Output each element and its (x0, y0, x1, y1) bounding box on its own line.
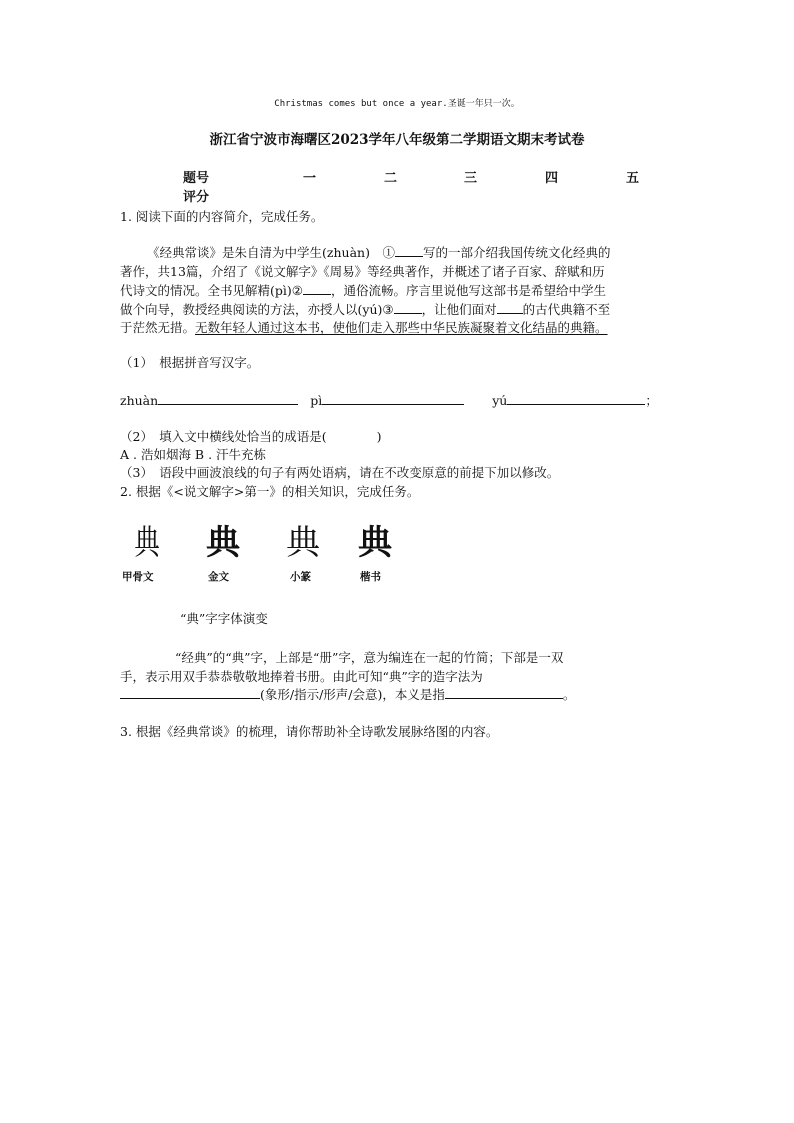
q2-heading: 2. 根据《<说文解字>第一》的相关知识，完成任务。 (120, 484, 420, 499)
script-label-regular: 楷书 (360, 571, 381, 583)
character-evolution-figure (120, 513, 410, 589)
score-table-header-label: 题号 (183, 171, 210, 186)
score-table-col-3: 三 (464, 171, 478, 186)
q2-answer-method[interactable] (120, 686, 260, 700)
q2-text: (象形/指示/形声/会意)，本义是指 (260, 687, 445, 702)
q2-paragraph-line-2: 手，表示用双手恭恭敬敬地捧着书册。由此可知“典”字的造字法为 (120, 669, 483, 684)
score-table-col-5: 五 (626, 171, 640, 186)
exam-title: 浙江省宁波市海曙区2023学年八年级第二学期语文期末考试卷 (209, 132, 585, 148)
q2-paragraph-line-1: “经典”的“典”字，上部是“册”字，意为编连在一起的竹简；下部是一双 (175, 650, 564, 665)
pinyin-label-3: yú (492, 393, 508, 408)
q1-text: ，让他们面对 (421, 302, 497, 317)
seal-glyph: 典 (286, 523, 320, 563)
pinyin-end-mark: ； (645, 393, 658, 408)
regular-script-glyph: 典 (358, 523, 392, 563)
q1-sub2: （2） 填入文中横线处恰当的成语是( ) (120, 429, 382, 444)
q2-text: 。 (562, 687, 576, 702)
q1-text: 的古代典籍不至 (522, 302, 611, 317)
blank-4[interactable] (497, 301, 523, 315)
q1-text: ，通俗流畅。序言里说他写这部书是希望给中学生 (330, 283, 606, 298)
script-label-seal: 小篆 (290, 571, 311, 583)
pinyin-label-2: pì (310, 393, 323, 408)
score-table-score-label: 评分 (183, 190, 210, 205)
q1-text: 《经典常谈》是朱自清为中学生(zhuàn) ① (147, 245, 395, 260)
figure-caption: “典”字字体演变 (180, 611, 268, 626)
q1-text: 代诗文的情况。全书见解精(pì)② (120, 283, 303, 298)
script-label-oracle: 甲骨文 (122, 571, 154, 583)
pinyin-answer-2[interactable] (322, 392, 464, 406)
q1-sub2-options: A . 浩如烟海 B . 汗牛充栋 (120, 447, 267, 462)
score-table-col-2: 二 (384, 171, 398, 186)
q1-sub3: （3） 语段中画波浪线的句子有两处语病，请在不改变原意的前提下加以修改。 (120, 465, 560, 480)
pinyin-answer-row (120, 391, 658, 409)
q1-text: 写的一部介绍我国传统文化经典的 (422, 245, 611, 260)
q3-heading: 3. 根据《经典常谈》的梳理，请你帮助补全诗歌发展脉络图的内容。 (120, 724, 499, 739)
blank-3[interactable] (394, 301, 422, 315)
script-label-bronze: 金文 (208, 571, 229, 583)
q1-paragraph-line-4 (120, 300, 610, 318)
q1-heading: 1. 阅读下面的内容简介，完成任务。 (120, 209, 324, 224)
header-motto: Christmas comes but once a year.圣诞一年只一次。 (274, 99, 520, 109)
pinyin-answer-3[interactable] (507, 392, 645, 406)
oracle-bone-glyph: 典 (134, 523, 160, 563)
q2-answer-meaning[interactable] (445, 686, 563, 700)
q2-paragraph-line-3 (120, 685, 575, 703)
q1-text: 于茫然无措。 (120, 320, 196, 335)
blank-1[interactable] (395, 244, 423, 258)
pinyin-answer-1[interactable] (158, 392, 298, 406)
score-table-col-4: 四 (545, 171, 559, 186)
q1-paragraph-line-3 (120, 281, 606, 299)
pinyin-label-1: zhuàn (120, 393, 159, 408)
q1-paragraph-line-2: 著作，共13篇，介绍了《说文解字》《周易》等经典著作，并概述了诸子百家、辞赋和历 (120, 264, 605, 279)
bronze-glyph: 典 (206, 523, 240, 563)
score-table-col-1: 一 (303, 171, 317, 186)
wavy-underlined-sentence: 无数年轻人通过这本书，使他们走入那些中华民族凝聚着文化结晶的典籍。 (195, 320, 608, 335)
q1-paragraph-line-5 (120, 318, 608, 336)
blank-2[interactable] (303, 282, 331, 296)
q1-text: 做个向导，教授经典阅读的方法，亦授人以(yú)③ (120, 302, 394, 317)
q1-sub1: （1） 根据拼音写汉字。 (120, 355, 260, 370)
q1-paragraph-line-1 (147, 243, 610, 261)
